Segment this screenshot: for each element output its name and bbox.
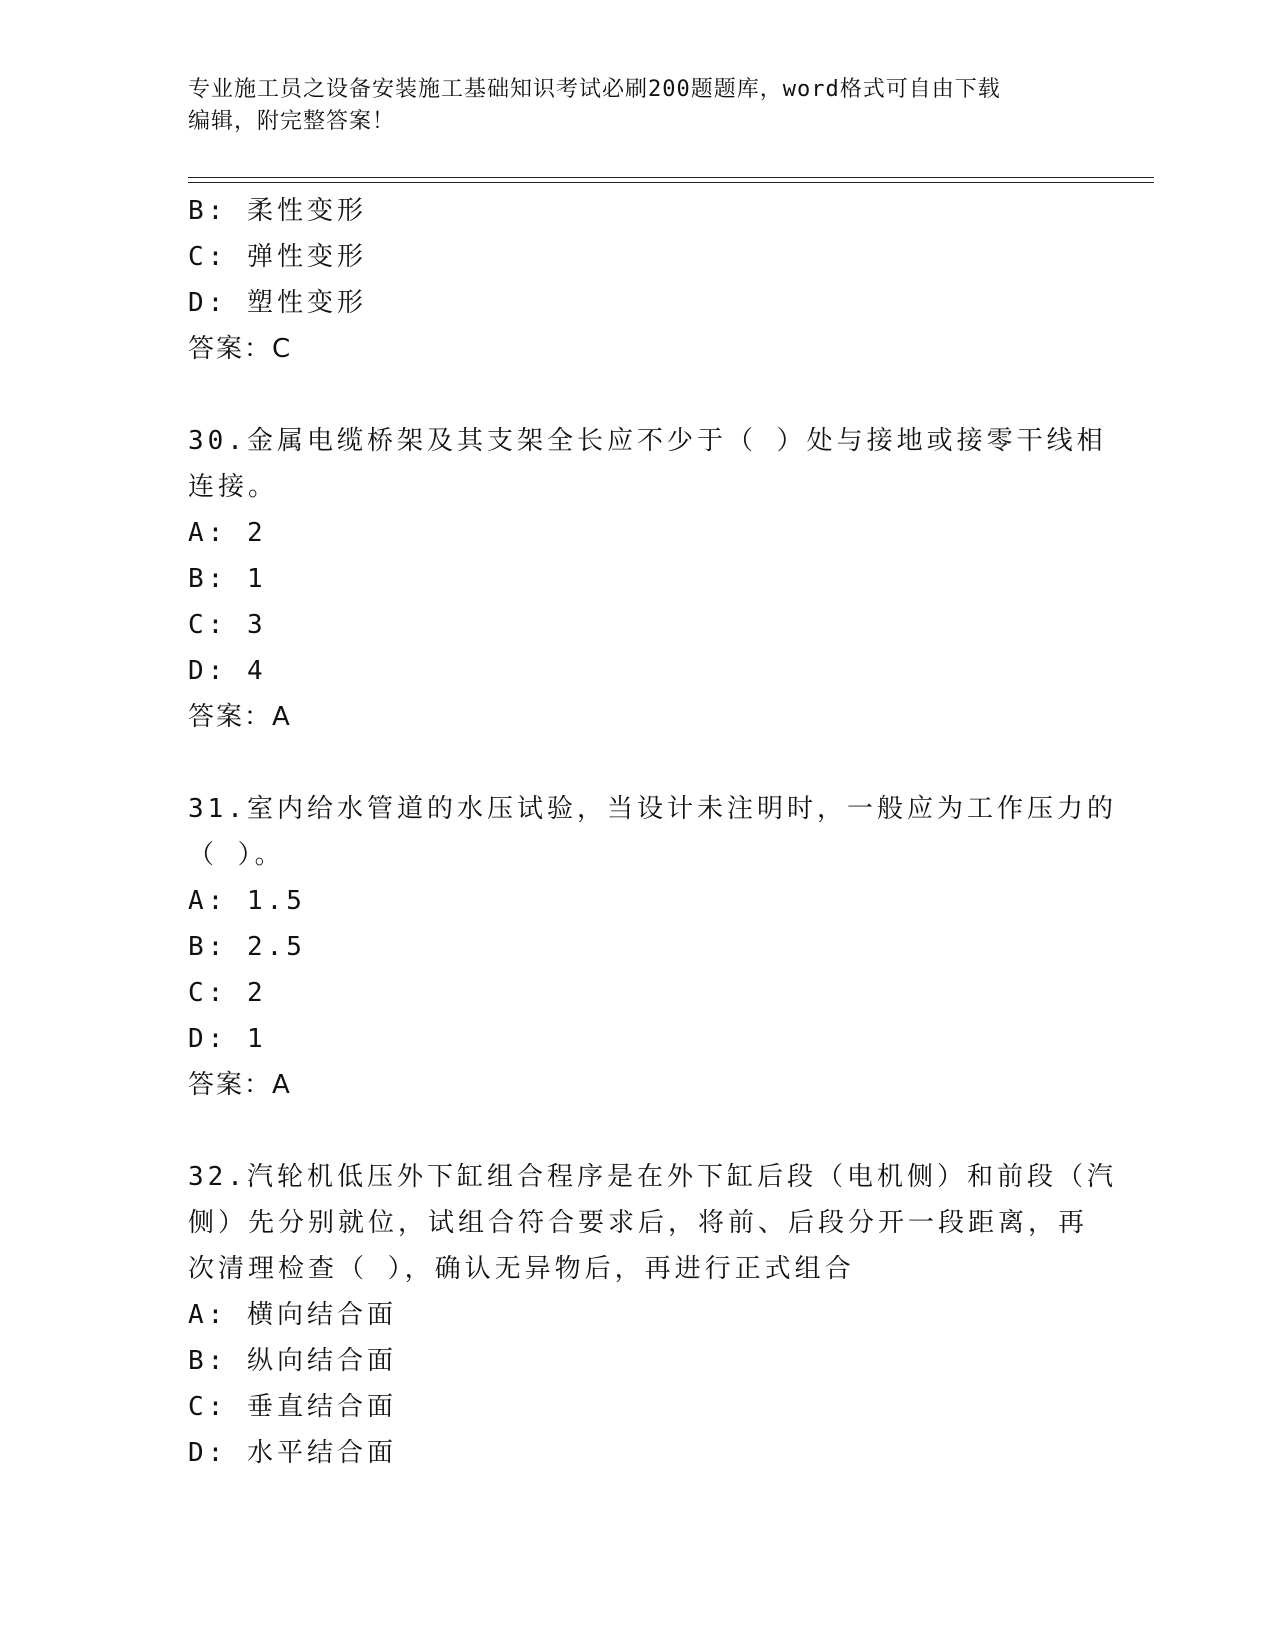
option-c: C: 3 xyxy=(188,610,267,640)
option-c: C: 弹性变形 xyxy=(188,242,367,272)
question-stem: 32.汽轮机低压外下缸组合程序是在外下缸后段（电机侧）和前段（汽 xyxy=(188,1162,1117,1192)
question-29-tail xyxy=(188,188,1088,372)
question-list xyxy=(188,188,1117,1476)
option-b: B: 1 xyxy=(188,564,267,594)
question-stem: 31.室内给水管道的水压试验，当设计未注明时，一般应为工作压力的 xyxy=(188,794,1117,824)
spacer xyxy=(188,1108,1088,1154)
option-c: C: 垂直结合面 xyxy=(188,1392,397,1422)
header-rule-bottom xyxy=(188,182,1154,183)
question-32 xyxy=(188,1154,1117,1476)
option-d: D: 塑性变形 xyxy=(188,288,367,318)
answer: 答案：A xyxy=(188,702,292,732)
option-b: B: 柔性变形 xyxy=(188,196,367,226)
question-stem: （ ）。 xyxy=(188,840,285,870)
document-header xyxy=(188,74,1068,138)
answer: 答案：A xyxy=(188,1070,292,1100)
question-stem: 30.金属电缆桥架及其支架全长应不少于（ ）处与接地或接零干线相 xyxy=(188,426,1107,456)
option-c: C: 2 xyxy=(188,978,267,1008)
header-line-2: 编辑，附完整答案！ xyxy=(188,109,396,134)
option-b: B: 2.5 xyxy=(188,932,306,962)
header-rule-top xyxy=(188,177,1154,178)
option-a: A: 2 xyxy=(188,518,267,548)
option-a: A: 横向结合面 xyxy=(188,1300,397,1330)
option-b: B: 纵向结合面 xyxy=(188,1346,397,1376)
option-d: D: 水平结合面 xyxy=(188,1438,397,1468)
option-d: D: 1 xyxy=(188,1024,267,1054)
question-31 xyxy=(188,786,1117,1108)
question-stem: 次清理检查（ ），确认无异物后，再进行正式组合 xyxy=(188,1254,855,1284)
question-stem: 连接。 xyxy=(188,472,279,502)
spacer xyxy=(188,372,1088,418)
spacer xyxy=(188,740,1088,786)
question-30 xyxy=(188,418,1107,740)
option-d: D: 4 xyxy=(188,656,267,686)
answer: 答案：C xyxy=(188,334,293,364)
option-a: A: 1.5 xyxy=(188,886,306,916)
question-stem: 侧）先分别就位，试组合符合要求后，将前、后段分开一段距离，再 xyxy=(188,1208,1089,1238)
header-line-1: 专业施工员之设备安装施工基础知识考试必刷200题题库，word格式可自由下载 xyxy=(188,77,1001,102)
